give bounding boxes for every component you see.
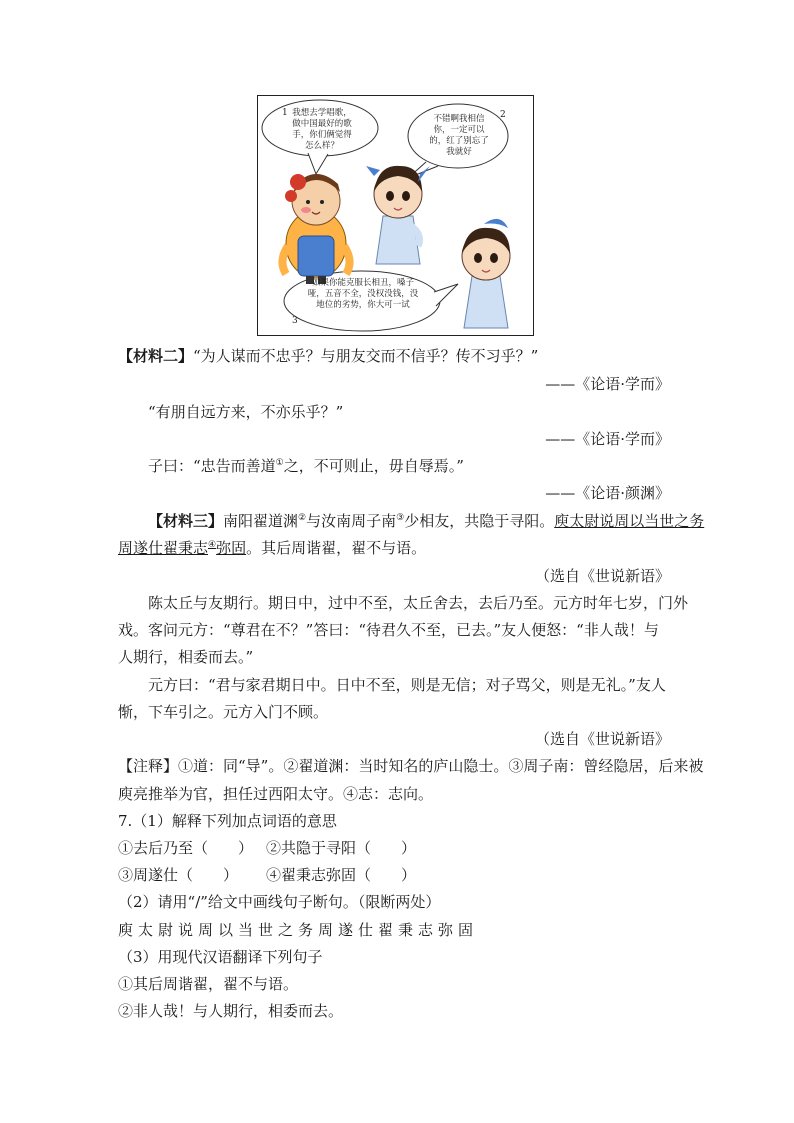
question7-sentence: 庾太尉说周以当世之务周遂仕翟秉志弥固 [118, 921, 479, 939]
question7-translate1: ①其后周谐翟，翟不与语。 [118, 975, 299, 993]
question7-translate2: ②非人哉！与人期行，相委而去。 [118, 1002, 344, 1020]
material3-label: 【材料三】 [148, 512, 224, 530]
underlined-sentence-part2: 周遂仕翟秉志 [118, 539, 209, 557]
question7-sub3: （3）用现代汉语翻译下列句子 [118, 948, 323, 966]
notes-line1: 【注释】①道：同“导”。②翟道渊：当时知名的庐山隐士。③周子南：曾经隐居，后来被 [118, 757, 704, 775]
speech-bubble-1: 我想去学唱歌，做中国最好的歌手，你们俩觉得怎么样？ [292, 108, 352, 151]
underlined-sentence-part1: 庾太尉说周以当世之务 [554, 512, 705, 530]
question7-sub2: （2）请用“/”给文中画线句子断句。（限断两处） [118, 893, 441, 911]
material2-source1: ——《论语·学而》 [545, 375, 670, 393]
speech-bubble-3: 如果你能克服长相丑，嗓子哑，五音不全，没权没钱，没地位的劣势，你大可一试 [307, 278, 419, 310]
material3-source1: （选自《世说新语》 [534, 567, 670, 585]
panel-number-2: 2 [500, 110, 506, 120]
comic-illustration [257, 95, 534, 336]
girl-character-2 [462, 219, 510, 328]
story-line5: 惭，下车引之。元方入门不顾。 [118, 703, 329, 721]
material2-label: 【材料二】 [118, 347, 194, 365]
girl-character [366, 166, 430, 264]
story-line2: 戏。客问元方：“尊君在不？”答曰：“待君久不至，已去。”友人便怒：“非人哉！与 [118, 621, 659, 639]
speech-bubble-2: 不错啊我相信你，一定可以的，红了别忘了我就好 [429, 114, 489, 157]
material3-line2: 周遂仕翟秉志④弥固。其后周谐翟，翟不与语。 [118, 539, 427, 557]
material2-source2: ——《论语·学而》 [545, 430, 670, 448]
story-line1: 陈太丘与友期行。期日中，过中不至，太丘舍去，去后乃至。元方时年七岁，门外 [148, 594, 689, 612]
story-line4: 元方曰：“君与家君期日中。日中不至，则是无信；对子骂父，则是无礼。”友人 [148, 676, 666, 694]
question7-item1: ①去后乃至（ ） [118, 839, 254, 857]
story-line3: 人期行，相委而去。” [118, 648, 254, 666]
boy-character [282, 174, 349, 284]
panel-number-1: 1 [282, 108, 288, 118]
question7-item3: ③周遂仕（ ） [118, 866, 239, 884]
notes-line2: 庾亮推举为官，担任过西阳太守。④志：志向。 [118, 785, 434, 803]
question7-item2: ②共隐于寻阳（ ） [266, 839, 417, 857]
question7-item4: ④翟秉志弥固（ ） [266, 866, 417, 884]
material2-source3: ——《论语·颜渊》 [545, 484, 670, 502]
question7-title: 7.（1）解释下列加点词语的意思 [118, 812, 337, 830]
material2-quote1: 【材料二】“为人谋而不忠乎？与朋友交而不信乎？传不习乎？” [118, 347, 539, 365]
material2-quote2: “有朋自远方来，不亦乐乎？” [148, 403, 344, 421]
panel-number-3: 3 [292, 316, 298, 326]
material2-quote3: 子曰：“忠告而善道①之，不可则止，毋自辱焉。” [148, 457, 464, 475]
material3-source2: （选自《世说新语》 [534, 730, 670, 748]
material3-line1: 【材料三】南阳翟道渊②与汝南周子南③少相友，共隐于寻阳。庾太尉说周以当世之务 [148, 512, 705, 530]
